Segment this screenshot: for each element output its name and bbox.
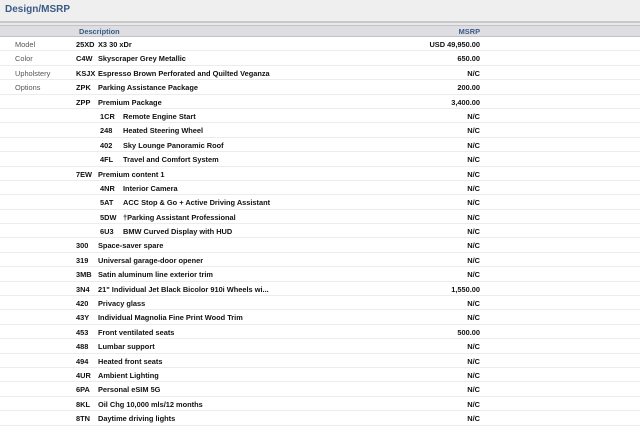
page-title: Design/MSRP	[0, 0, 640, 23]
row-label: Model	[15, 40, 36, 49]
table-row	[0, 339, 640, 353]
table-row	[0, 224, 640, 238]
option-price: N/C	[467, 169, 480, 179]
option-price: N/C	[467, 356, 480, 366]
option-code: ZPK	[76, 83, 91, 93]
option-price: N/C	[467, 414, 480, 424]
option-price: N/C	[467, 255, 480, 265]
table-row	[0, 282, 640, 296]
table-row	[0, 382, 640, 396]
option-code: 494	[76, 356, 89, 366]
option-code: 300	[76, 241, 89, 251]
table-row	[0, 167, 640, 181]
option-name: Front ventilated seats	[98, 327, 175, 337]
table-row	[0, 296, 640, 310]
option-price: N/C	[467, 183, 480, 193]
option-name: Espresso Brown Perforated and Quilted Veganza	[98, 68, 270, 78]
option-name: Premium Package	[98, 97, 162, 107]
table-row	[0, 195, 640, 209]
option-name: Privacy glass	[98, 299, 146, 309]
option-code: 248	[100, 126, 113, 136]
option-price: N/C	[467, 68, 480, 78]
option-name: Personal eSIM 5G	[98, 385, 161, 395]
option-code: 5DW	[100, 212, 117, 222]
table-row	[0, 253, 640, 267]
option-price: 1,550.00	[451, 284, 480, 294]
table-row	[0, 354, 640, 368]
table-row	[0, 138, 640, 152]
option-price: N/C	[467, 313, 480, 323]
option-price: N/C	[467, 126, 480, 136]
option-code: 43Y	[76, 313, 90, 323]
option-price: 3,400.00	[451, 97, 480, 107]
option-code: 319	[76, 255, 89, 265]
table-row	[0, 80, 640, 94]
option-code: 420	[76, 299, 89, 309]
option-code: 7EW	[76, 169, 93, 179]
header-msrp: MSRP	[458, 27, 480, 36]
option-name: Remote Engine Start	[123, 111, 196, 121]
option-name: 21" Individual Jet Black Bicolor 910i Wheels wi...	[98, 284, 269, 294]
option-name: Sky Lounge Panoramic Roof	[123, 140, 224, 150]
option-price: N/C	[467, 342, 480, 352]
table-row	[0, 397, 640, 411]
option-code: C4W	[76, 54, 93, 64]
option-price: N/C	[467, 299, 480, 309]
option-name: Interior Camera	[123, 183, 178, 193]
table-row	[0, 210, 640, 224]
option-price: N/C	[467, 155, 480, 165]
row-label: Options	[15, 83, 41, 93]
option-code: 4FL	[100, 155, 114, 165]
option-code: 8TN	[76, 414, 90, 424]
table-row	[0, 411, 640, 425]
option-code: 1CR	[100, 111, 115, 121]
header-description: Description	[79, 27, 120, 36]
option-name: ACC Stop & Go + Active Driving Assistant	[123, 198, 271, 208]
option-price: N/C	[467, 140, 480, 150]
option-name: Space-saver spare	[98, 241, 164, 251]
option-name: Heated front seats	[98, 356, 163, 366]
table-row	[0, 37, 640, 51]
option-code: 3N4	[76, 284, 90, 294]
option-name: Premium content 1	[98, 169, 165, 179]
option-price: USD 49,950.00	[429, 40, 480, 49]
row-label: Upholstery	[15, 68, 51, 78]
option-name: Individual Magnolia Fine Print Wood Trim	[98, 313, 243, 323]
option-price: N/C	[467, 270, 480, 280]
table-row	[0, 181, 640, 195]
table-row	[0, 267, 640, 281]
option-name: Daytime driving lights	[98, 414, 176, 424]
msrp-table	[0, 37, 640, 426]
option-name: Universal garage-door opener	[98, 255, 204, 265]
table-row	[0, 325, 640, 339]
option-price: 200.00	[457, 83, 480, 93]
option-name: Ambient Lighting	[98, 370, 159, 380]
option-price: N/C	[467, 385, 480, 395]
option-price: N/C	[467, 111, 480, 121]
table-row	[0, 368, 640, 382]
table-row	[0, 310, 640, 324]
option-name: Satin aluminum line exterior trim	[98, 270, 213, 280]
option-code: 8KL	[76, 399, 90, 409]
option-price: N/C	[467, 198, 480, 208]
option-name: Parking Assistance Package	[98, 83, 198, 93]
option-name: †Parking Assistant Professional	[123, 212, 236, 222]
option-code: 5AT	[100, 198, 114, 208]
option-code: ZPP	[76, 97, 91, 107]
row-label: Color	[15, 54, 33, 64]
option-code: 3MB	[76, 270, 92, 280]
option-name: Lumbar support	[98, 342, 155, 352]
option-code: 4NR	[100, 183, 115, 193]
option-price: N/C	[467, 241, 480, 251]
table-row	[0, 238, 640, 252]
table-row	[0, 51, 640, 65]
option-name: Oil Chg 10,000 mls/12 months	[98, 399, 203, 409]
option-price: N/C	[467, 370, 480, 380]
option-price: N/C	[467, 212, 480, 222]
option-code: 402	[100, 140, 113, 150]
table-row	[0, 109, 640, 123]
table-row	[0, 95, 640, 109]
option-code: 4UR	[76, 370, 91, 380]
option-price: 650.00	[457, 54, 480, 64]
option-code: 6PA	[76, 385, 90, 395]
option-code: 25XD	[76, 40, 95, 49]
option-code: KSJX	[76, 68, 96, 78]
option-name: Heated Steering Wheel	[123, 126, 204, 136]
table-header	[0, 25, 640, 37]
option-code: 453	[76, 327, 89, 337]
option-code: 488	[76, 342, 89, 352]
option-name: Skyscraper Grey Metallic	[98, 54, 186, 64]
table-row	[0, 66, 640, 80]
option-price: N/C	[467, 399, 480, 409]
table-row	[0, 123, 640, 137]
option-name: BMW Curved Display with HUD	[123, 227, 233, 237]
option-name: X3 30 xDr	[98, 40, 132, 49]
option-price: N/C	[467, 227, 480, 237]
table-row	[0, 152, 640, 166]
option-name: Travel and Comfort System	[123, 155, 219, 165]
option-code: 6U3	[100, 227, 114, 237]
option-price: 500.00	[457, 327, 480, 337]
